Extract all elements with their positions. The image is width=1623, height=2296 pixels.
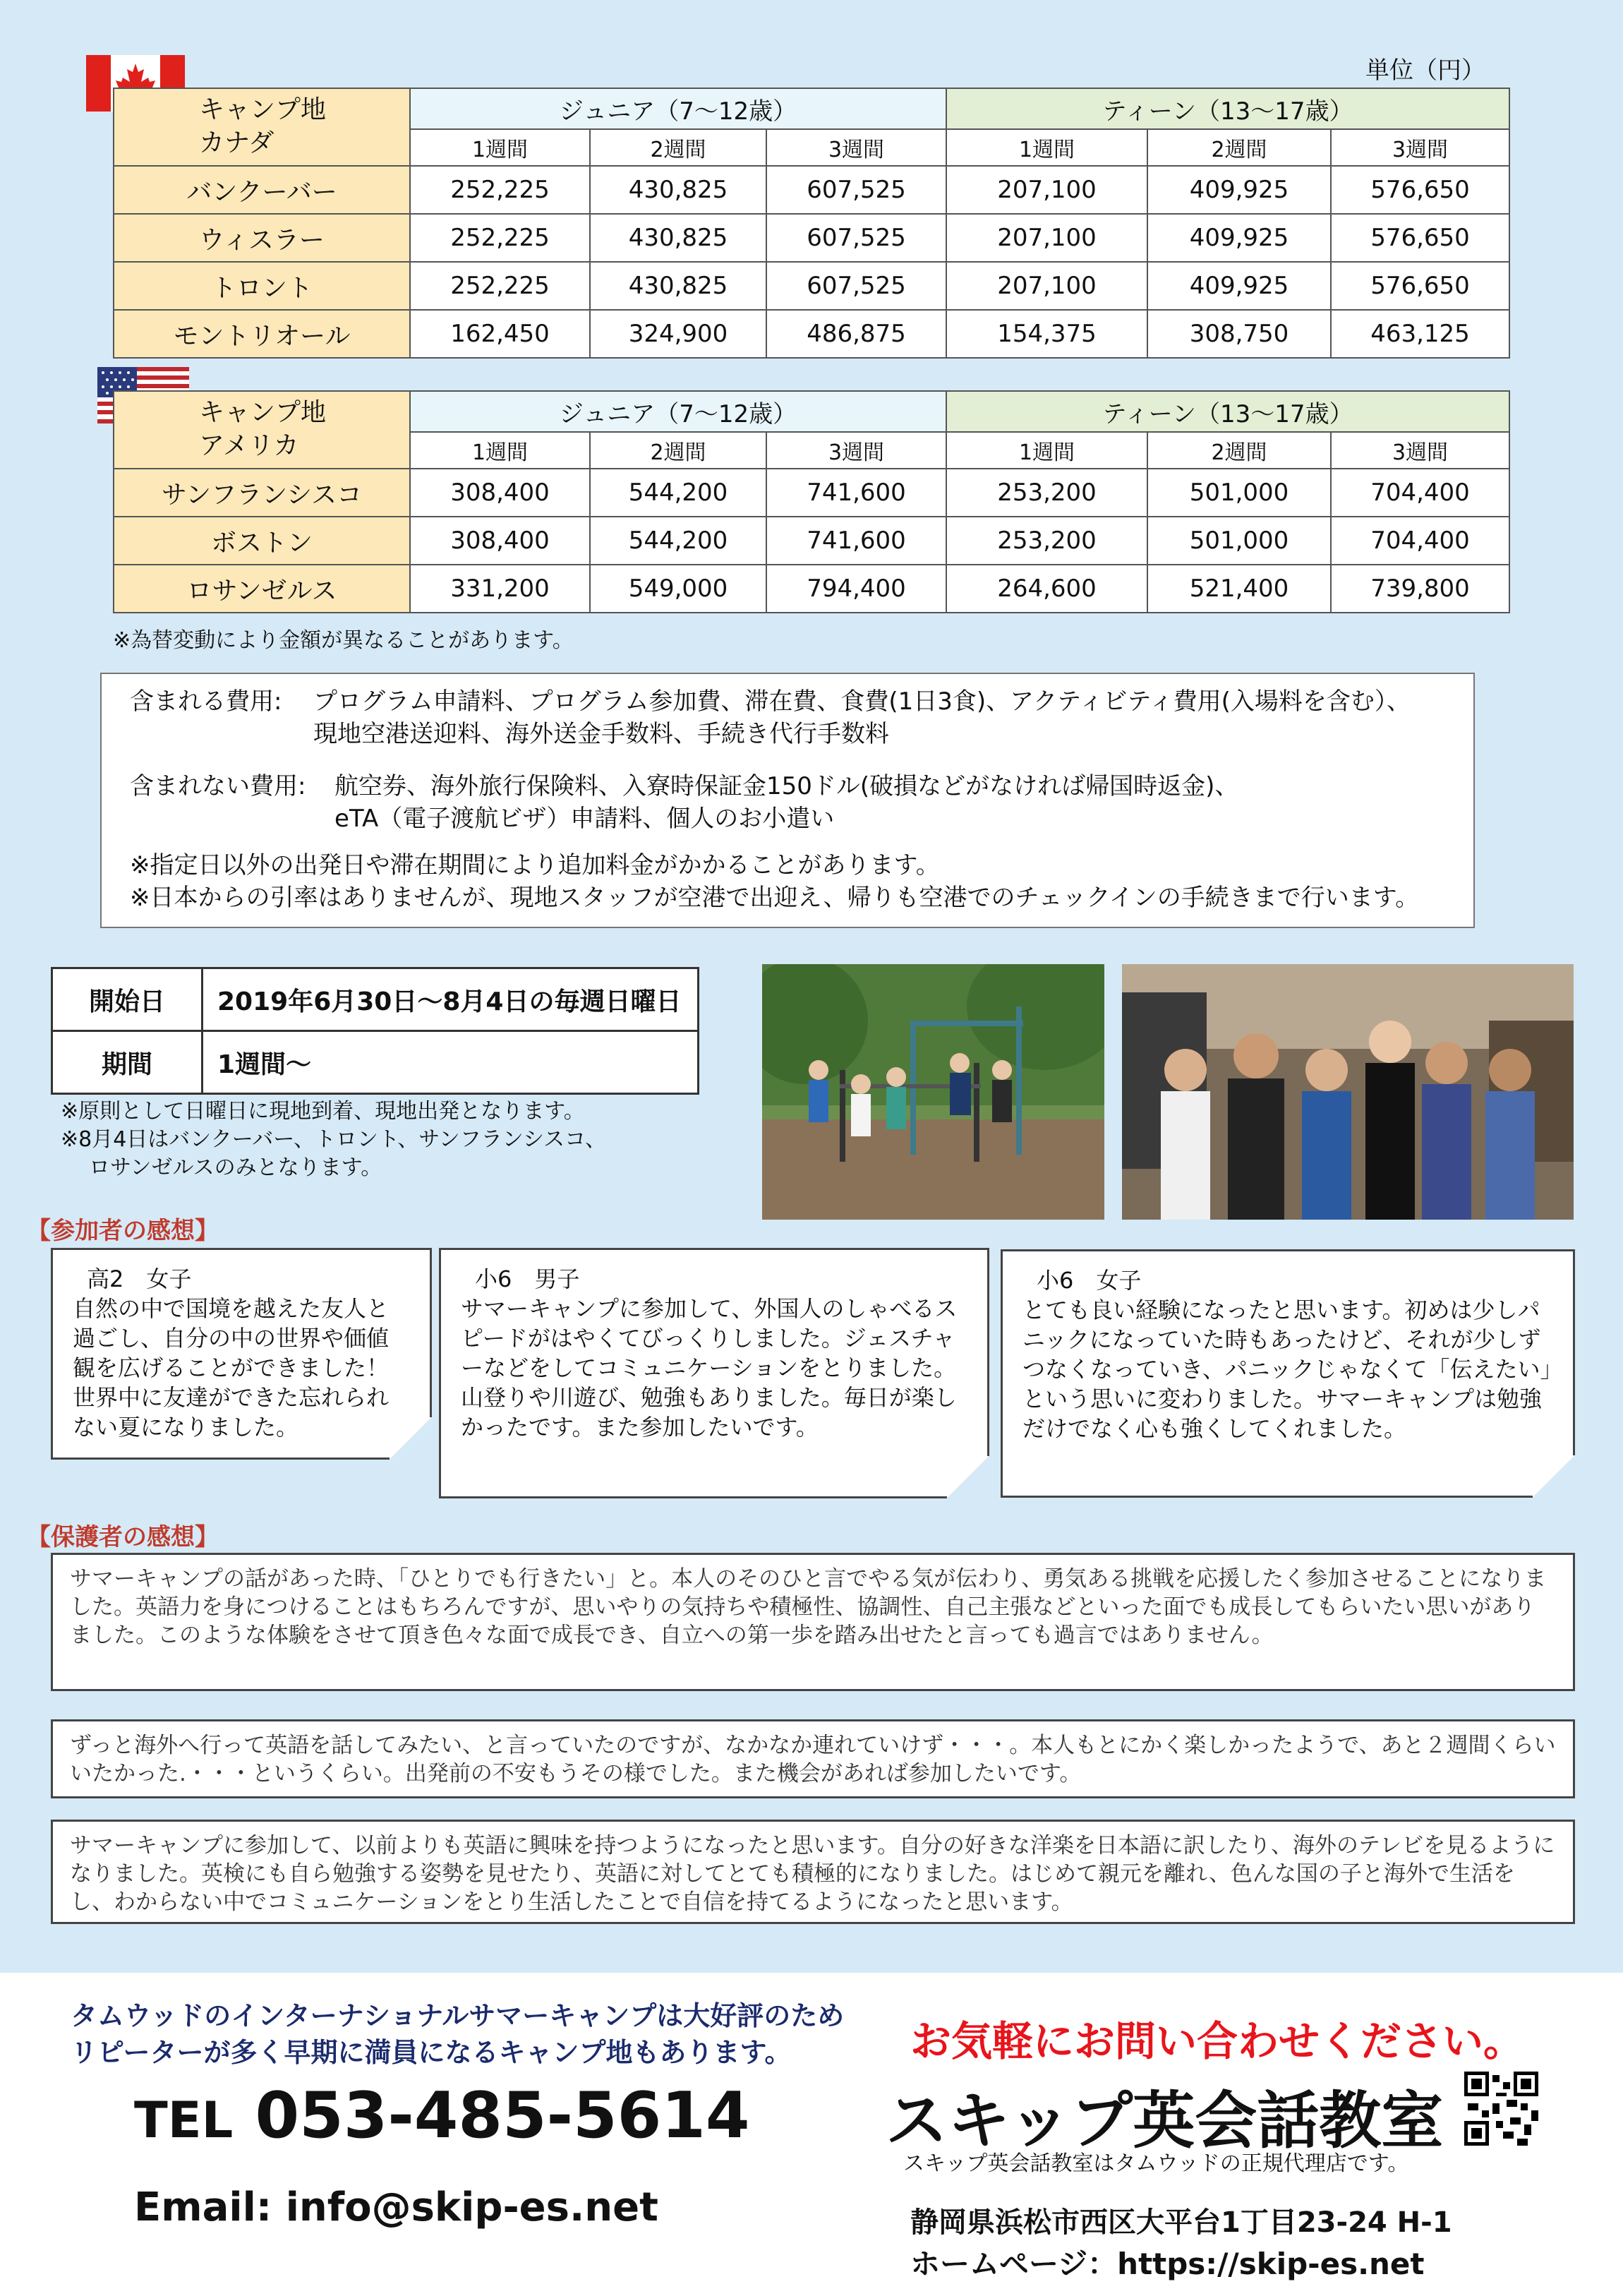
cost-box [100, 673, 1475, 928]
week-header: 1週間 [410, 432, 590, 469]
table-row [114, 565, 1509, 613]
price-cell: 741,600 [766, 469, 946, 517]
week-header: 2週間 [590, 432, 766, 469]
homepage[interactable]: ホームページ：https://skip-es.net [910, 2247, 1425, 2281]
school-name: スキップ英会話教室 [886, 2084, 1444, 2157]
price-cell: 607,525 [766, 262, 946, 310]
price-cell: 252,225 [410, 262, 590, 310]
table-row [114, 262, 1509, 310]
price-cell: 207,100 [946, 166, 1147, 214]
table-row [114, 310, 1509, 358]
participant-who: 小6 女子 [1037, 1267, 1142, 1294]
price-cell: 331,200 [410, 565, 590, 613]
week-header: 1週間 [410, 129, 590, 166]
included-label: 含まれる費用: [130, 687, 282, 716]
week-header: 3週間 [1331, 129, 1509, 166]
price-cell: 794,400 [766, 565, 946, 613]
usa-price-table [113, 390, 1510, 613]
table-row [114, 166, 1509, 214]
price-cell: 253,200 [946, 517, 1147, 565]
price-cell: 576,650 [1331, 262, 1509, 310]
price-cell: 430,825 [590, 214, 766, 262]
location-name: トロント [114, 262, 410, 310]
table-row [114, 517, 1509, 565]
participant-text: サマーキャンプに参加して、外国人のしゃべるスピードがはやくてびっくりしました。ジェスチャーなどをしてコミュニケーションをとりました。山登りや川遊び、勉強もありました。毎日が楽しかったです。また参加したいです。 [461, 1295, 958, 1441]
week-header: 3週間 [766, 432, 946, 469]
phone-number[interactable]: TEL 053-485-5614 [134, 2079, 750, 2153]
participant-comment-box [1001, 1249, 1575, 1498]
start-date-label: 開始日 [52, 968, 203, 1031]
cost-note2: ※日本からの引率はありませんが、現地スタッフが空港で出迎え、帰りも空港でのチェックインの手続きまで行います。 [130, 884, 1420, 912]
included-line1: プログラム申請料、プログラム参加費、滞在費、食費(1日3食)、アクティビティ費用(入場料を含む）、 [313, 687, 1411, 716]
location-name: モントリオール [114, 310, 410, 358]
week-header: 3週間 [1331, 432, 1509, 469]
footer [0, 1973, 1623, 2296]
page-fold-decoration [390, 1417, 432, 1460]
price-cell: 253,200 [946, 469, 1147, 517]
price-cell: 430,825 [590, 262, 766, 310]
cost-note1: ※指定日以外の出発日や滞在期間により追加料金がかかることがあります。 [130, 851, 940, 879]
participant-who: 高2 女子 [87, 1266, 192, 1292]
price-cell: 409,925 [1147, 214, 1331, 262]
included-line2: 現地空港送迎料、海外送金手数料、手続き代行手数料 [313, 720, 889, 748]
week-header: 3週間 [766, 129, 946, 166]
week-header: 2週間 [1147, 432, 1331, 469]
period-value: 1週間～ [203, 1031, 699, 1094]
price-cell: 549,000 [590, 565, 766, 613]
schedule-notes: ※原則として日曜日に現地到着、現地出発となります。 ※8月4日はバンクーバー、トロント、サンフランシスコ、 ロサンゼルスのみとなります。 [61, 1099, 606, 1180]
price-cell: 576,650 [1331, 214, 1509, 262]
participant-text: とても良い経験になったと思います。初めは少しパニックになっていた時もあったけど、それが少しずつなくなっていき、パニックじゃなくて「伝えたい」という思いに変わりました。サマーキャンプは勉強だけでなく心も強くしてくれました。 [1022, 1297, 1552, 1442]
fx-note: ※為替変動により金額が異なることがあります。 [113, 628, 574, 653]
junior-header: ジュニア（7〜12歳） [410, 88, 946, 129]
price-cell: 501,000 [1147, 469, 1331, 517]
camp-label-usa: キャンプ地 アメリカ [114, 391, 410, 469]
location-name: ウィスラー [114, 214, 410, 262]
week-header: 2週間 [1147, 129, 1331, 166]
price-cell: 544,200 [590, 517, 766, 565]
price-cell: 409,925 [1147, 166, 1331, 214]
participant-comment-box [51, 1248, 432, 1460]
location-name: ボストン [114, 517, 410, 565]
price-cell: 207,100 [946, 214, 1147, 262]
price-cell: 207,100 [946, 262, 1147, 310]
address: 静岡県浜松市西区大平台1丁目23-24 H-1 [910, 2206, 1452, 2239]
price-cell: 704,400 [1331, 469, 1509, 517]
excluded-line2: eTA（電子渡航ビザ）申請料、個人のお小遣い [334, 805, 835, 833]
playground-photo [762, 964, 1104, 1220]
participant-who: 小6 男子 [475, 1266, 580, 1292]
camp-label-canada: キャンプ地 カナダ [114, 88, 410, 166]
price-cell: 252,225 [410, 166, 590, 214]
participant-text: 自然の中で国境を越えた友人と過ごし、自分の中の世界や価値観を広げることができました！世界中に友達ができた忘れられない夏になりました。 [73, 1295, 390, 1441]
price-cell: 607,525 [766, 214, 946, 262]
email[interactable]: Email: info@skip-es.net [134, 2184, 658, 2230]
parent-comment-box: ずっと海外へ行って英語を話してみたい、と言っていたのですが、なかなか連れていけず・・・。本人もとにかく楽しかったようで、あと２週間くらいいたかった.・・・というくらい。出発前の不安もうその様でした。また機会があれば参加したいです。 [51, 1719, 1575, 1798]
participant-comment-box [439, 1248, 989, 1498]
excluded-label: 含まれない費用: [130, 772, 306, 800]
page-fold-decoration [947, 1456, 989, 1498]
table-row [114, 469, 1509, 517]
unit-label: 単位（円） [1365, 56, 1485, 85]
price-cell: 501,000 [1147, 517, 1331, 565]
page-fold-decoration [1533, 1455, 1575, 1498]
price-cell: 308,400 [410, 469, 590, 517]
price-cell: 308,750 [1147, 310, 1331, 358]
parents-title: 【保護者の感想】 [27, 1523, 219, 1551]
price-cell: 739,800 [1331, 565, 1509, 613]
price-cell: 430,825 [590, 166, 766, 214]
price-cell: 308,400 [410, 517, 590, 565]
week-header: 1週間 [946, 129, 1147, 166]
parent-comment-box: サマーキャンプの話があった時、「ひとりでも行きたい」と。本人のそのひと言でやる気が伝わり、勇気ある挑戦を応援したく参加させることになりました。英語力を身につけることはもちろんですが、思いやりの気持ちや積極性、協調性、自己主張などといった面でも成長してもらいたい思いがありました。このような体験をさせて頂き色々な面で成長でき、自立への第一歩を踏み出せたと言っても過言ではありません。 [51, 1553, 1575, 1691]
price-cell: 409,925 [1147, 262, 1331, 310]
price-cell: 324,900 [590, 310, 766, 358]
price-cell: 486,875 [766, 310, 946, 358]
start-date-value: 2019年6月30日～8月4日の毎週日曜日 [203, 968, 699, 1031]
price-cell: 252,225 [410, 214, 590, 262]
location-name: バンクーバー [114, 166, 410, 214]
price-cell: 741,600 [766, 517, 946, 565]
canada-price-table [113, 88, 1510, 359]
price-cell: 162,450 [410, 310, 590, 358]
price-cell: 463,125 [1331, 310, 1509, 358]
table-row [114, 214, 1509, 262]
teen-header: ティーン（13〜17歳） [946, 391, 1509, 432]
period-label: 期間 [52, 1031, 203, 1094]
schedule-table [51, 967, 699, 1095]
week-header: 1週間 [946, 432, 1147, 469]
location-name: ロサンゼルス [114, 565, 410, 613]
participants-title: 【参加者の感想】 [27, 1217, 219, 1245]
qr-code-icon[interactable] [1464, 2072, 1538, 2146]
group-photo [1122, 964, 1574, 1220]
price-cell: 607,525 [766, 166, 946, 214]
price-cell: 544,200 [590, 469, 766, 517]
teen-header: ティーン（13〜17歳） [946, 88, 1509, 129]
price-cell: 521,400 [1147, 565, 1331, 613]
junior-header: ジュニア（7〜12歳） [410, 391, 946, 432]
price-cell: 264,600 [946, 565, 1147, 613]
agent-note: スキップ英会話教室はタムウッドの正規代理店です。 [903, 2151, 1409, 2176]
excluded-line1: 航空券、海外旅行保険料、入寮時保証金150ドル(破損などがなければ帰国時返金)、 [334, 772, 1239, 800]
price-cell: 704,400 [1331, 517, 1509, 565]
week-header: 2週間 [590, 129, 766, 166]
location-name: サンフランシスコ [114, 469, 410, 517]
price-cell: 576,650 [1331, 166, 1509, 214]
price-cell: 154,375 [946, 310, 1147, 358]
contact-cta: お気軽にお問い合わせください。 [910, 2017, 1525, 2065]
promo-text: タムウッドのインターナショナルサマーキャンプは大好評のため リピーターが多く早期に満員になるキャンプ地もあります。 [71, 2000, 845, 2068]
parent-comment-box: サマーキャンプに参加して、以前よりも英語に興味を持つようになったと思います。自分の好きな洋楽を日本語に訳したり、海外のテレビを見るようになりました。英検にも自ら勉強する姿勢を見せたり、英語に対してとても積極的になりました。はじめて親元を離れ、色んな国の子と海外で生活をし、わからない中でコミュニケーションをとり生活したことで自信を持てるようになったと思います。 [51, 1820, 1575, 1924]
